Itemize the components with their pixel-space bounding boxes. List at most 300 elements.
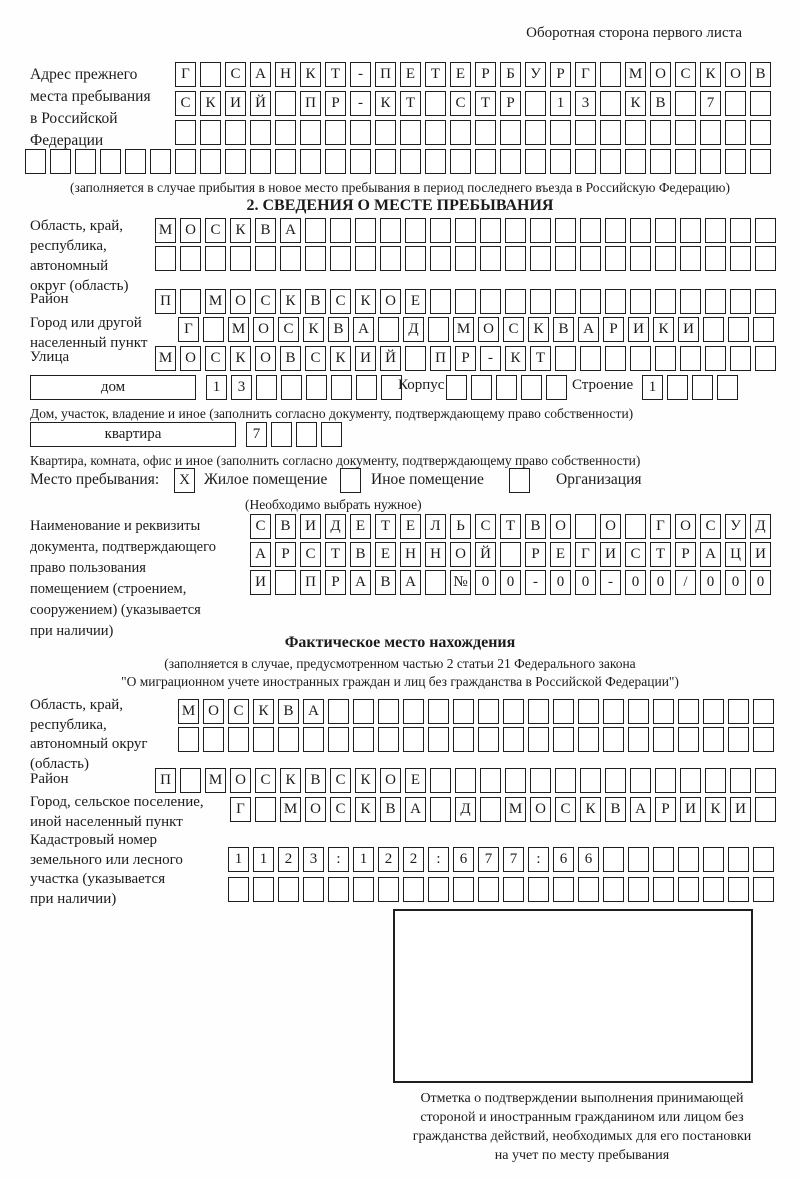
grid-cell[interactable]: [225, 149, 246, 174]
grid-cell[interactable]: [655, 246, 676, 271]
grid-cell[interactable]: [328, 727, 349, 752]
grid-cell[interactable]: Р: [550, 62, 571, 87]
grid-cell[interactable]: 2: [403, 847, 424, 872]
grid-cell[interactable]: 6: [578, 847, 599, 872]
grid-cell[interactable]: [505, 218, 526, 243]
grid-cell[interactable]: К: [330, 346, 351, 371]
grid-cell[interactable]: [75, 149, 96, 174]
grid-cell[interactable]: [255, 797, 276, 822]
grid-cell[interactable]: [678, 847, 699, 872]
grid-cell[interactable]: [100, 149, 121, 174]
grid-cell[interactable]: -: [480, 346, 501, 371]
grid-cell[interactable]: И: [750, 542, 771, 567]
stay-type-checkbox-organization[interactable]: [509, 468, 530, 493]
grid-cell[interactable]: Е: [450, 62, 471, 87]
grid-cell[interactable]: М: [505, 797, 526, 822]
grid-cell[interactable]: [405, 218, 426, 243]
grid-cell[interactable]: [178, 727, 199, 752]
grid-cell[interactable]: В: [280, 346, 301, 371]
grid-cell[interactable]: [725, 91, 746, 116]
grid-cell[interactable]: Г: [575, 62, 596, 87]
grid-cell[interactable]: [428, 317, 449, 342]
grid-cell[interactable]: 7: [246, 422, 267, 447]
grid-cell[interactable]: [253, 877, 274, 902]
grid-cell[interactable]: [680, 768, 701, 793]
grid-cell[interactable]: [605, 346, 626, 371]
grid-cell[interactable]: А: [250, 542, 271, 567]
grid-cell[interactable]: С: [300, 542, 321, 567]
grid-cell[interactable]: [400, 149, 421, 174]
grid-cell[interactable]: Г: [178, 317, 199, 342]
grid-cell[interactable]: Д: [403, 317, 424, 342]
grid-cell[interactable]: Г: [575, 542, 596, 567]
grid-cell[interactable]: [205, 246, 226, 271]
grid-cell[interactable]: [728, 727, 749, 752]
grid-cell[interactable]: 0: [550, 570, 571, 595]
grid-cell[interactable]: [555, 346, 576, 371]
grid-cell[interactable]: [300, 149, 321, 174]
grid-cell[interactable]: [630, 346, 651, 371]
grid-cell[interactable]: [328, 877, 349, 902]
grid-cell[interactable]: 7: [503, 847, 524, 872]
grid-cell[interactable]: [200, 62, 221, 87]
grid-cell[interactable]: [275, 149, 296, 174]
grid-cell[interactable]: Е: [550, 542, 571, 567]
grid-cell[interactable]: [755, 346, 776, 371]
grid-cell[interactable]: [380, 246, 401, 271]
grid-cell[interactable]: [430, 246, 451, 271]
grid-cell[interactable]: [730, 289, 751, 314]
grid-cell[interactable]: П: [300, 91, 321, 116]
grid-cell[interactable]: [450, 120, 471, 145]
grid-cell[interactable]: [230, 246, 251, 271]
grid-cell[interactable]: [521, 375, 542, 400]
grid-cell[interactable]: Р: [475, 62, 496, 87]
grid-cell[interactable]: [331, 375, 352, 400]
grid-cell[interactable]: [728, 847, 749, 872]
grid-cell[interactable]: В: [525, 514, 546, 539]
grid-cell[interactable]: [578, 699, 599, 724]
grid-cell[interactable]: О: [600, 514, 621, 539]
grid-cell[interactable]: [580, 346, 601, 371]
grid-cell[interactable]: М: [280, 797, 301, 822]
grid-cell[interactable]: [428, 877, 449, 902]
grid-cell[interactable]: [600, 120, 621, 145]
grid-cell[interactable]: О: [725, 62, 746, 87]
grid-cell[interactable]: К: [230, 346, 251, 371]
grid-cell[interactable]: [546, 375, 567, 400]
grid-cell[interactable]: 0: [750, 570, 771, 595]
grid-cell[interactable]: [555, 768, 576, 793]
grid-cell[interactable]: С: [450, 91, 471, 116]
grid-cell[interactable]: И: [678, 317, 699, 342]
grid-cell[interactable]: [555, 218, 576, 243]
grid-cell[interactable]: [755, 797, 776, 822]
grid-cell[interactable]: [500, 149, 521, 174]
grid-cell[interactable]: 3: [303, 847, 324, 872]
grid-cell[interactable]: С: [625, 542, 646, 567]
grid-cell[interactable]: [630, 218, 651, 243]
grid-cell[interactable]: [753, 317, 774, 342]
grid-cell[interactable]: [655, 289, 676, 314]
grid-cell[interactable]: [425, 149, 446, 174]
grid-cell[interactable]: М: [205, 768, 226, 793]
grid-cell[interactable]: Т: [325, 542, 346, 567]
grid-cell[interactable]: [575, 120, 596, 145]
grid-cell[interactable]: [453, 877, 474, 902]
grid-cell[interactable]: [228, 877, 249, 902]
grid-cell[interactable]: [553, 699, 574, 724]
grid-cell[interactable]: [478, 699, 499, 724]
grid-cell[interactable]: Р: [525, 542, 546, 567]
grid-cell[interactable]: [730, 346, 751, 371]
grid-cell[interactable]: [425, 120, 446, 145]
grid-cell[interactable]: К: [280, 289, 301, 314]
grid-cell[interactable]: Г: [650, 514, 671, 539]
grid-cell[interactable]: О: [478, 317, 499, 342]
grid-cell[interactable]: О: [650, 62, 671, 87]
grid-cell[interactable]: А: [280, 218, 301, 243]
grid-cell[interactable]: [306, 375, 327, 400]
grid-cell[interactable]: [325, 149, 346, 174]
grid-cell[interactable]: К: [253, 699, 274, 724]
grid-cell[interactable]: 1: [550, 91, 571, 116]
grid-cell[interactable]: [281, 375, 302, 400]
grid-cell[interactable]: 2: [378, 847, 399, 872]
grid-cell[interactable]: [403, 877, 424, 902]
grid-cell[interactable]: В: [375, 570, 396, 595]
grid-cell[interactable]: С: [250, 514, 271, 539]
grid-cell[interactable]: С: [255, 768, 276, 793]
grid-cell[interactable]: И: [355, 346, 376, 371]
grid-cell[interactable]: А: [578, 317, 599, 342]
grid-cell[interactable]: [628, 727, 649, 752]
grid-cell[interactable]: О: [450, 542, 471, 567]
grid-cell[interactable]: [750, 149, 771, 174]
grid-cell[interactable]: И: [225, 91, 246, 116]
grid-cell[interactable]: [350, 149, 371, 174]
grid-cell[interactable]: [425, 570, 446, 595]
stay-type-checkbox-residential[interactable]: X: [174, 468, 195, 493]
grid-cell[interactable]: [725, 120, 746, 145]
grid-cell[interactable]: [356, 375, 377, 400]
grid-cell[interactable]: О: [230, 289, 251, 314]
grid-cell[interactable]: [350, 120, 371, 145]
grid-cell[interactable]: [730, 768, 751, 793]
grid-cell[interactable]: С: [700, 514, 721, 539]
grid-cell[interactable]: [250, 149, 271, 174]
grid-cell[interactable]: [705, 246, 726, 271]
grid-cell[interactable]: П: [375, 62, 396, 87]
grid-cell[interactable]: С: [555, 797, 576, 822]
grid-cell[interactable]: -: [525, 570, 546, 595]
grid-cell[interactable]: С: [225, 62, 246, 87]
grid-cell[interactable]: [728, 317, 749, 342]
grid-cell[interactable]: И: [730, 797, 751, 822]
grid-cell[interactable]: К: [505, 346, 526, 371]
grid-cell[interactable]: С: [675, 62, 696, 87]
grid-cell[interactable]: К: [303, 317, 324, 342]
grid-cell[interactable]: 6: [553, 847, 574, 872]
grid-cell[interactable]: Т: [500, 514, 521, 539]
grid-cell[interactable]: К: [230, 218, 251, 243]
grid-cell[interactable]: [503, 727, 524, 752]
grid-cell[interactable]: [203, 317, 224, 342]
grid-cell[interactable]: [180, 289, 201, 314]
grid-cell[interactable]: [605, 289, 626, 314]
grid-cell[interactable]: [600, 62, 621, 87]
grid-cell[interactable]: [505, 289, 526, 314]
grid-cell[interactable]: У: [525, 62, 546, 87]
grid-cell[interactable]: [553, 727, 574, 752]
grid-cell[interactable]: 3: [231, 375, 252, 400]
grid-cell[interactable]: [353, 727, 374, 752]
grid-cell[interactable]: /: [675, 570, 696, 595]
grid-cell[interactable]: М: [178, 699, 199, 724]
grid-cell[interactable]: В: [305, 289, 326, 314]
grid-cell[interactable]: [692, 375, 713, 400]
grid-cell[interactable]: К: [653, 317, 674, 342]
grid-cell[interactable]: [680, 289, 701, 314]
grid-cell[interactable]: А: [353, 317, 374, 342]
grid-cell[interactable]: [480, 768, 501, 793]
grid-cell[interactable]: [705, 768, 726, 793]
grid-cell[interactable]: [496, 375, 517, 400]
grid-cell[interactable]: [603, 847, 624, 872]
grid-cell[interactable]: [480, 218, 501, 243]
grid-cell[interactable]: А: [303, 699, 324, 724]
grid-cell[interactable]: [278, 877, 299, 902]
grid-cell[interactable]: В: [328, 317, 349, 342]
grid-cell[interactable]: [405, 346, 426, 371]
grid-cell[interactable]: [728, 877, 749, 902]
grid-cell[interactable]: П: [155, 768, 176, 793]
grid-cell[interactable]: [455, 218, 476, 243]
grid-cell[interactable]: [425, 91, 446, 116]
grid-cell[interactable]: [650, 149, 671, 174]
grid-cell[interactable]: [303, 727, 324, 752]
grid-cell[interactable]: [453, 699, 474, 724]
grid-cell[interactable]: О: [380, 768, 401, 793]
grid-cell[interactable]: 1: [228, 847, 249, 872]
grid-cell[interactable]: [275, 570, 296, 595]
grid-cell[interactable]: 3: [575, 91, 596, 116]
grid-cell[interactable]: [321, 422, 342, 447]
grid-cell[interactable]: [655, 218, 676, 243]
grid-cell[interactable]: [625, 120, 646, 145]
grid-cell[interactable]: [325, 120, 346, 145]
grid-cell[interactable]: [703, 317, 724, 342]
grid-cell[interactable]: [703, 877, 724, 902]
grid-cell[interactable]: Е: [405, 768, 426, 793]
grid-cell[interactable]: [750, 120, 771, 145]
grid-cell[interactable]: А: [630, 797, 651, 822]
grid-cell[interactable]: [300, 120, 321, 145]
grid-cell[interactable]: О: [530, 797, 551, 822]
grid-cell[interactable]: [530, 246, 551, 271]
grid-cell[interactable]: Г: [230, 797, 251, 822]
grid-cell[interactable]: П: [430, 346, 451, 371]
grid-cell[interactable]: Р: [275, 542, 296, 567]
grid-cell[interactable]: [453, 727, 474, 752]
grid-cell[interactable]: И: [300, 514, 321, 539]
grid-cell[interactable]: К: [355, 289, 376, 314]
grid-cell[interactable]: В: [350, 542, 371, 567]
grid-cell[interactable]: [225, 120, 246, 145]
grid-cell[interactable]: [375, 149, 396, 174]
grid-cell[interactable]: [580, 246, 601, 271]
grid-cell[interactable]: [605, 246, 626, 271]
grid-cell[interactable]: К: [200, 91, 221, 116]
grid-cell[interactable]: К: [700, 62, 721, 87]
grid-cell[interactable]: [630, 246, 651, 271]
grid-cell[interactable]: О: [180, 346, 201, 371]
grid-cell[interactable]: Д: [750, 514, 771, 539]
grid-cell[interactable]: [278, 727, 299, 752]
grid-cell[interactable]: [505, 246, 526, 271]
grid-cell[interactable]: [530, 768, 551, 793]
grid-cell[interactable]: У: [725, 514, 746, 539]
grid-cell[interactable]: [628, 847, 649, 872]
grid-cell[interactable]: [530, 218, 551, 243]
grid-cell[interactable]: Ь: [450, 514, 471, 539]
grid-cell[interactable]: К: [300, 62, 321, 87]
grid-cell[interactable]: [755, 289, 776, 314]
grid-cell[interactable]: [430, 218, 451, 243]
grid-cell[interactable]: [450, 149, 471, 174]
grid-cell[interactable]: :: [328, 847, 349, 872]
grid-cell[interactable]: Р: [655, 797, 676, 822]
grid-cell[interactable]: [678, 727, 699, 752]
grid-cell[interactable]: [280, 246, 301, 271]
grid-cell[interactable]: [528, 877, 549, 902]
grid-cell[interactable]: Д: [455, 797, 476, 822]
grid-cell[interactable]: [378, 699, 399, 724]
grid-cell[interactable]: [753, 877, 774, 902]
grid-cell[interactable]: О: [380, 289, 401, 314]
grid-cell[interactable]: К: [355, 768, 376, 793]
grid-cell[interactable]: [675, 120, 696, 145]
grid-cell[interactable]: О: [253, 317, 274, 342]
grid-cell[interactable]: Н: [425, 542, 446, 567]
grid-cell[interactable]: 0: [575, 570, 596, 595]
grid-cell[interactable]: [255, 246, 276, 271]
grid-cell[interactable]: [380, 218, 401, 243]
grid-cell[interactable]: [478, 727, 499, 752]
grid-cell[interactable]: [303, 877, 324, 902]
grid-cell[interactable]: [155, 246, 176, 271]
grid-cell[interactable]: [403, 727, 424, 752]
grid-cell[interactable]: [503, 877, 524, 902]
grid-cell[interactable]: К: [528, 317, 549, 342]
grid-cell[interactable]: О: [203, 699, 224, 724]
grid-cell[interactable]: 7: [478, 847, 499, 872]
grid-cell[interactable]: В: [275, 514, 296, 539]
grid-cell[interactable]: [755, 768, 776, 793]
grid-cell[interactable]: А: [700, 542, 721, 567]
grid-cell[interactable]: 0: [475, 570, 496, 595]
grid-cell[interactable]: С: [503, 317, 524, 342]
grid-cell[interactable]: [150, 149, 171, 174]
grid-cell[interactable]: В: [278, 699, 299, 724]
grid-cell[interactable]: [353, 699, 374, 724]
grid-cell[interactable]: [555, 289, 576, 314]
grid-cell[interactable]: [455, 768, 476, 793]
grid-cell[interactable]: [180, 768, 201, 793]
grid-cell[interactable]: [553, 877, 574, 902]
grid-cell[interactable]: [625, 149, 646, 174]
grid-cell[interactable]: [355, 218, 376, 243]
grid-cell[interactable]: [428, 727, 449, 752]
grid-cell[interactable]: [600, 91, 621, 116]
grid-cell[interactable]: М: [228, 317, 249, 342]
grid-cell[interactable]: [703, 847, 724, 872]
grid-cell[interactable]: [753, 699, 774, 724]
grid-cell[interactable]: [530, 289, 551, 314]
grid-cell[interactable]: [580, 218, 601, 243]
grid-cell[interactable]: С: [228, 699, 249, 724]
grid-cell[interactable]: [650, 120, 671, 145]
grid-cell[interactable]: [378, 317, 399, 342]
grid-cell[interactable]: Г: [175, 62, 196, 87]
grid-cell[interactable]: [428, 699, 449, 724]
grid-cell[interactable]: [703, 727, 724, 752]
grid-cell[interactable]: №: [450, 570, 471, 595]
grid-cell[interactable]: [680, 346, 701, 371]
grid-cell[interactable]: [200, 120, 221, 145]
grid-cell[interactable]: Т: [475, 91, 496, 116]
grid-cell[interactable]: [378, 727, 399, 752]
grid-cell[interactable]: [505, 768, 526, 793]
grid-cell[interactable]: [446, 375, 467, 400]
grid-cell[interactable]: [675, 149, 696, 174]
grid-cell[interactable]: М: [205, 289, 226, 314]
grid-cell[interactable]: [755, 246, 776, 271]
grid-cell[interactable]: К: [280, 768, 301, 793]
grid-cell[interactable]: -: [600, 570, 621, 595]
grid-cell[interactable]: Б: [500, 62, 521, 87]
grid-cell[interactable]: [703, 699, 724, 724]
grid-cell[interactable]: Д: [325, 514, 346, 539]
grid-cell[interactable]: [400, 120, 421, 145]
grid-cell[interactable]: [705, 218, 726, 243]
grid-cell[interactable]: [678, 699, 699, 724]
grid-cell[interactable]: [655, 346, 676, 371]
grid-cell[interactable]: С: [255, 289, 276, 314]
grid-cell[interactable]: [405, 246, 426, 271]
grid-cell[interactable]: А: [405, 797, 426, 822]
grid-cell[interactable]: 1: [253, 847, 274, 872]
grid-cell[interactable]: [353, 877, 374, 902]
grid-cell[interactable]: И: [250, 570, 271, 595]
grid-cell[interactable]: Т: [375, 514, 396, 539]
grid-cell[interactable]: А: [400, 570, 421, 595]
grid-cell[interactable]: [25, 149, 46, 174]
grid-cell[interactable]: Н: [275, 62, 296, 87]
grid-cell[interactable]: Н: [400, 542, 421, 567]
grid-cell[interactable]: [403, 699, 424, 724]
grid-cell[interactable]: :: [428, 847, 449, 872]
grid-cell[interactable]: [575, 149, 596, 174]
grid-cell[interactable]: [625, 514, 646, 539]
grid-cell[interactable]: С: [475, 514, 496, 539]
grid-cell[interactable]: [750, 91, 771, 116]
grid-cell[interactable]: [753, 847, 774, 872]
grid-cell[interactable]: 0: [625, 570, 646, 595]
grid-cell[interactable]: [653, 727, 674, 752]
grid-cell[interactable]: [175, 120, 196, 145]
grid-cell[interactable]: 0: [700, 570, 721, 595]
